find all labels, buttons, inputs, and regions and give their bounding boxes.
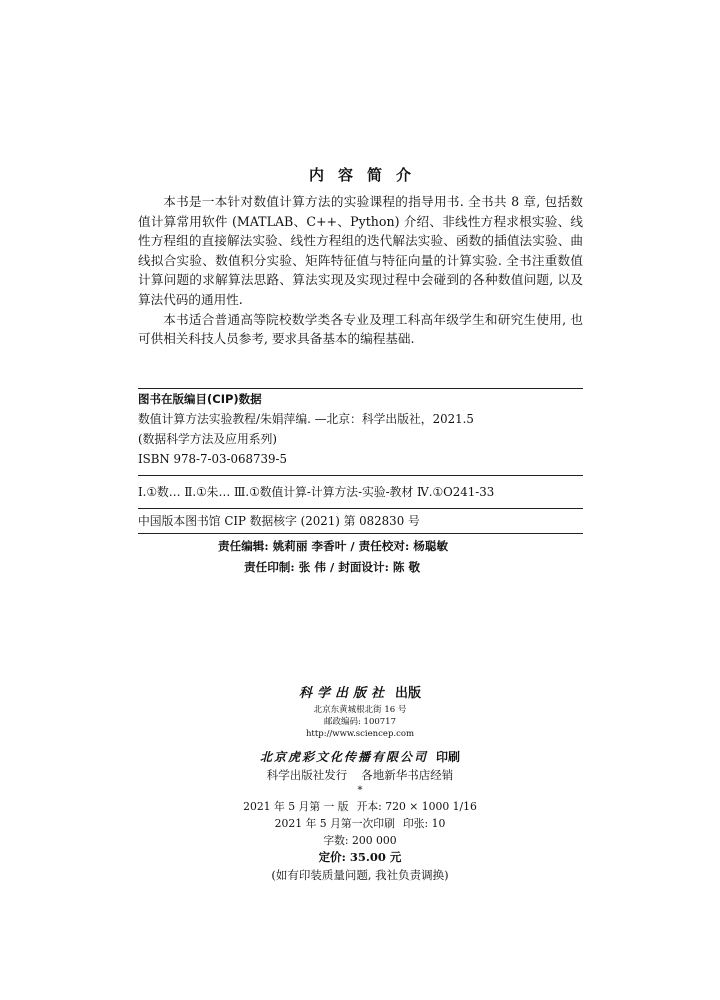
cip-classification: Ⅰ.①数… Ⅱ.①朱… Ⅲ.①数值计算-计算方法-实验-教材 Ⅳ.①O241-33 [138,475,583,508]
brief-paragraph-2: 本书适合普通高等院校数学类各专业及理工科高年级学生和研究生使用, 也可供相关科技人员参考, 要求具备基本的编程基础. [138,311,583,347]
quality-notice: (如有印装质量问题, 我社负责调换) [271,868,449,882]
brief-paragraph-1: 本书是一本针对数值计算方法的实验课程的指导用书. 全书共 8 章, 包括数值计算常用软件 (MATLAB、C++、Python) 介绍、非线性方程求根实验、线性方程组的直接解法实验、线性方程组的迭代解法实验、函数的插值法实验、曲线拟合实验、数值积分实验、矩阵特征值与特征向量的计算实验. 全书注重数值计算问题的求解算法思路、算法实现及实现过程中会碰到的各种数值问题, 以及算法代码的通用性. [138,194,583,307]
printer-name: 北京虎彩文化传播有限公司 [259,750,428,764]
brief-section [138,192,583,349]
cip-record-number: 中国版本图书馆 CIP 数据核字 (2021) 第 082830 号 [138,508,583,534]
publisher-postcode: 邮政编码: 100717 [323,717,396,727]
publisher-address: 北京东黄城根北街 16 号 [313,705,407,715]
price: 定价: 35.00 元 [318,850,402,864]
cip-block [138,388,583,534]
printer-line [0,748,720,766]
distributor: 科学出版社发行 [266,768,348,782]
impression: 2021 年 5 月第一次印刷 [274,817,395,830]
cip-isbn: ISBN 978-7-03-068739-5 [138,452,287,466]
edition: 2021 年 5 月第 一 版 [243,800,349,813]
separator-star: * [357,785,363,796]
impression-line [0,815,720,832]
publisher-suffix: 出版 [395,686,422,701]
publisher-line [0,684,720,704]
sheets: 印张: 10 [402,817,446,830]
publisher-name: 科学出版社 [298,686,389,701]
credits-editors: 责任编辑: 姚莉丽 李香叶 / 责任校对: 杨聪敏 [218,539,449,553]
imprint-block [0,684,720,884]
credits-production: 责任印制: 张 伟 / 封面设计: 陈 敬 [244,560,421,574]
sellers: 各地新华书店经销 [361,768,454,782]
format: 开本: 720 × 1000 1/16 [356,800,477,813]
printer-suffix: 印刷 [436,750,461,764]
distribution-line [0,766,720,784]
cip-series: (数据科学方法及应用系列) [138,432,277,446]
cip-entry: 数值计算方法实验教程/朱娟萍编. —北京：科学出版社，2021.5 [138,412,474,426]
brief-title: 内容简介 [308,166,425,184]
word-count: 字数: 200 000 [323,834,397,847]
publisher-website: http://www.sciencep.com [305,729,415,739]
edition-line [0,798,720,815]
cip-heading: 图书在版编目(CIP)数据 [138,392,262,406]
